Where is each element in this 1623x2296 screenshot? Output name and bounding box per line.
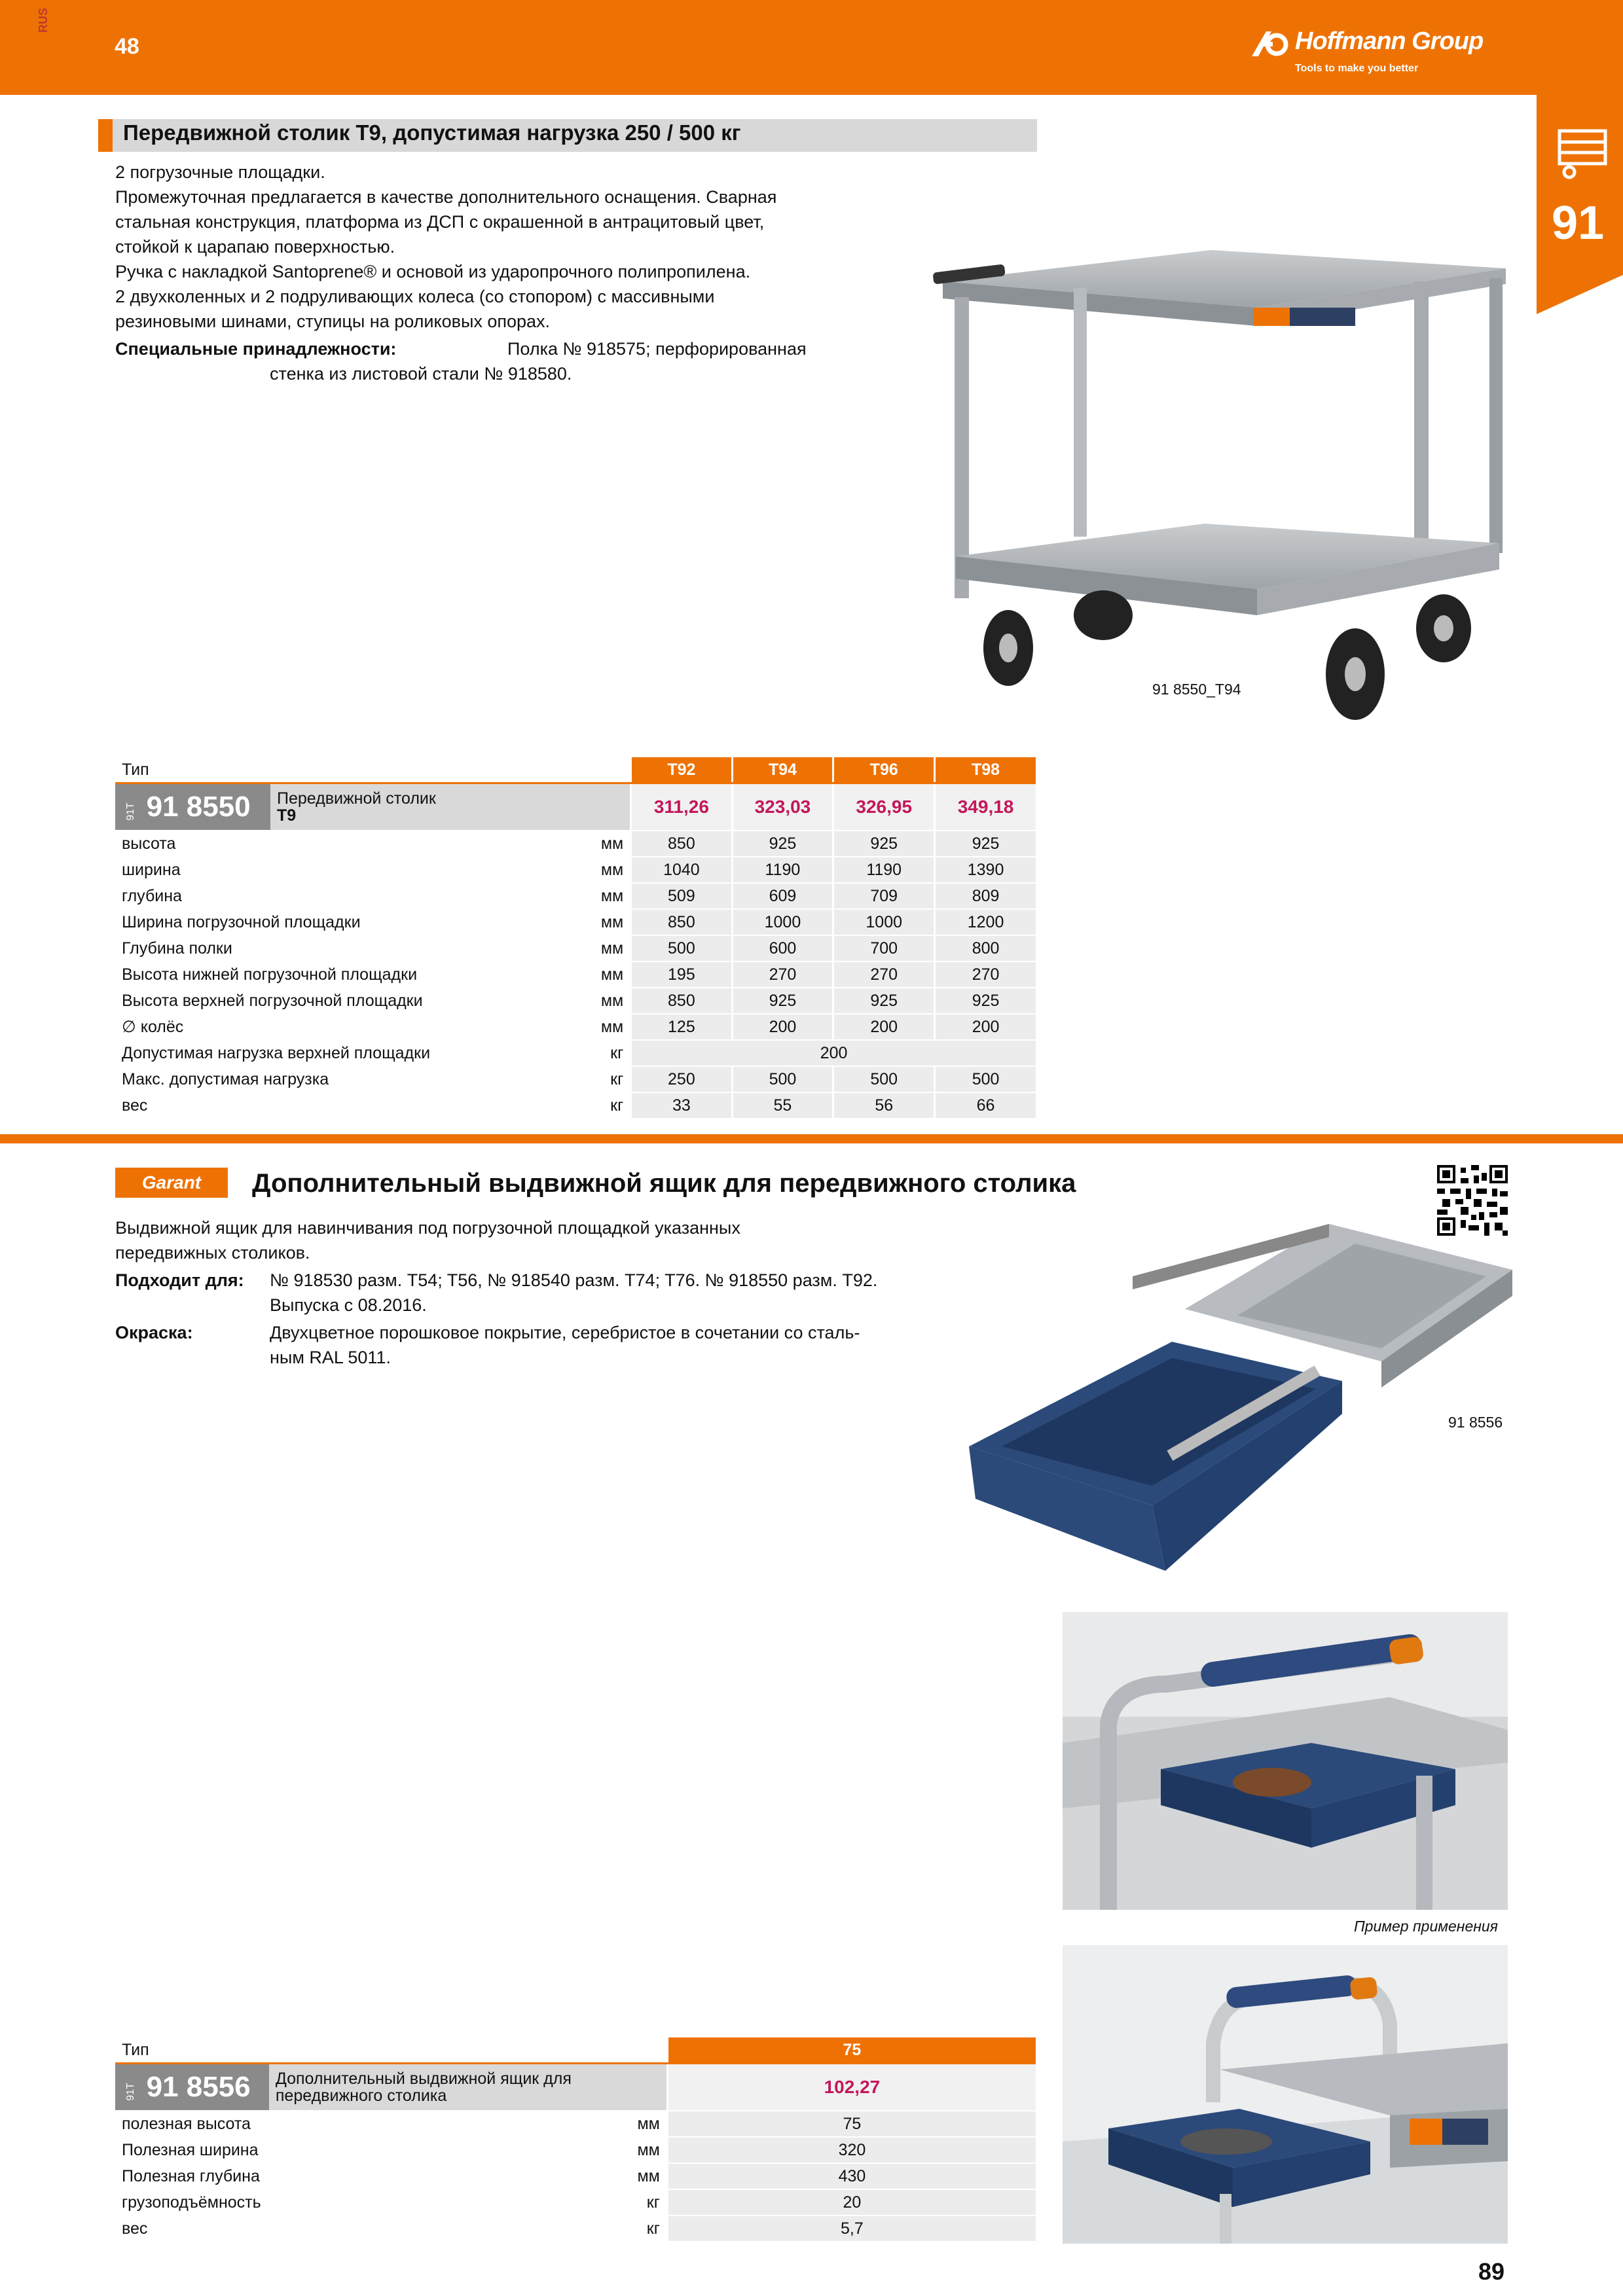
product1-spec-table xyxy=(115,757,1036,1119)
page-number-bottom: 89 xyxy=(1478,2258,1505,2285)
product2-image-caption: 91 8556 xyxy=(1448,1414,1503,1431)
table-row xyxy=(115,831,1036,857)
row-value: 609 xyxy=(732,883,833,909)
brand-name: Hoffmann Group xyxy=(1295,27,1484,55)
product1-accessories-text-2: стенка из листовой стали № 918580. xyxy=(270,364,572,384)
row-unit: мм xyxy=(536,961,631,988)
row-value: 1190 xyxy=(833,857,935,883)
trolley-image xyxy=(930,242,1506,740)
row-label: полезная высота xyxy=(115,2111,553,2137)
row-value: 66 xyxy=(935,1092,1036,1119)
row-value: 5,7 xyxy=(667,2215,1036,2242)
product2-paint-1: Двухцветное порошковое покрытие, серебристое в сочетании со сталь- xyxy=(270,1323,860,1342)
row-unit: кг xyxy=(536,1066,631,1092)
row-unit: мм xyxy=(536,1014,631,1040)
column-header: T98 xyxy=(935,757,1036,783)
product1-rows xyxy=(115,831,1036,1119)
table-row xyxy=(115,988,1036,1014)
row-value: 925 xyxy=(935,831,1036,857)
row-value: 509 xyxy=(631,883,732,909)
row-unit: кг xyxy=(536,1040,631,1066)
product2-title: Дополнительный выдвижной ящик для передвижного столика xyxy=(252,1169,1076,1198)
row-value: 850 xyxy=(631,909,732,935)
row-unit: мм xyxy=(553,2137,667,2163)
row-value: 75 xyxy=(667,2111,1036,2137)
row-unit: кг xyxy=(553,2215,667,2242)
row-unit: мм xyxy=(536,935,631,961)
row-value: 809 xyxy=(935,883,1036,909)
row-value: 270 xyxy=(732,961,833,988)
row-value: 200 xyxy=(833,1014,935,1040)
row-label: глубина xyxy=(115,883,536,909)
table-row xyxy=(115,2163,1036,2189)
row-value: 500 xyxy=(935,1066,1036,1092)
row-value: 200 xyxy=(935,1014,1036,1040)
row-label: Полезная ширина xyxy=(115,2137,553,2163)
row-value: 430 xyxy=(667,2163,1036,2189)
row-value: 925 xyxy=(833,831,935,857)
row-unit: мм xyxy=(536,909,631,935)
example-caption: Пример применения xyxy=(1354,1918,1498,1935)
brand-tagline: Tools to make you better xyxy=(1295,63,1419,74)
row-value: 800 xyxy=(935,935,1036,961)
row-label: Макс. допустимая нагрузка xyxy=(115,1066,536,1092)
product1-desc-3: стальная конструкция, платформа из ДСП с окрашенной в антрацитовый цвет, xyxy=(115,212,765,232)
product2-rows xyxy=(115,2111,1036,2242)
row-label: Высота верхней погрузочной площадки xyxy=(115,988,536,1014)
article-number: 91T 91 8556 xyxy=(115,2064,269,2111)
row-value: 850 xyxy=(631,831,732,857)
row-value: 320 xyxy=(667,2137,1036,2163)
price: 311,26 xyxy=(631,783,732,831)
table-row xyxy=(115,2111,1036,2137)
row-value: 925 xyxy=(935,988,1036,1014)
product1-image-caption: 91 8550_T94 xyxy=(1152,681,1241,698)
product1-desc-5: Ручка с накладкой Santoprene® и основой из ударопрочного полипропилена. xyxy=(115,262,751,281)
row-value: 700 xyxy=(833,935,935,961)
row-unit: мм xyxy=(536,857,631,883)
example-photo-2 xyxy=(1063,1945,1508,2244)
row-value: 250 xyxy=(631,1066,732,1092)
row-label: высота xyxy=(115,831,536,857)
product1-desc-7: резиновыми шинами, ступицы на роликовых опорах. xyxy=(115,312,551,331)
column-header: T96 xyxy=(833,757,935,783)
table-row xyxy=(115,1040,1036,1066)
table-row xyxy=(115,883,1036,909)
row-label: Полезная глубина xyxy=(115,2163,553,2189)
table-row xyxy=(115,1092,1036,1119)
table-row xyxy=(115,2189,1036,2215)
row-value: 500 xyxy=(833,1066,935,1092)
row-value: 20 xyxy=(667,2189,1036,2215)
row-unit: мм xyxy=(553,2163,667,2189)
article-row xyxy=(115,783,1036,831)
row-unit: мм xyxy=(536,831,631,857)
row-label: Допустимая нагрузка верхней площадки xyxy=(115,1040,536,1066)
row-label: ∅ колёс xyxy=(115,1014,536,1040)
row-value: 1190 xyxy=(732,857,833,883)
price: 323,03 xyxy=(732,783,833,831)
row-value: 55 xyxy=(732,1092,833,1119)
row-value: 925 xyxy=(732,988,833,1014)
language-tag: RUS xyxy=(37,7,50,33)
row-label: вес xyxy=(115,2215,553,2242)
row-value: 33 xyxy=(631,1092,732,1119)
table-row xyxy=(115,1014,1036,1040)
row-label: Глубина полки xyxy=(115,935,536,961)
hoffmann-logo xyxy=(1249,27,1511,80)
row-value: 850 xyxy=(631,988,732,1014)
row-value: 200 xyxy=(631,1040,1036,1066)
row-value: 195 xyxy=(631,961,732,988)
price: 349,18 xyxy=(935,783,1036,831)
product2-spec-table xyxy=(115,2037,1036,2242)
row-value: 1390 xyxy=(935,857,1036,883)
product1-title: Передвижной столик Т9, допустимая нагрузка 250 / 500 кг xyxy=(123,120,741,145)
row-unit: кг xyxy=(553,2189,667,2215)
row-value: 600 xyxy=(732,935,833,961)
product1-desc-4: стойкой к царапаю поверхностью. xyxy=(115,237,395,257)
column-header: T92 xyxy=(631,757,732,783)
column-header: 75 xyxy=(667,2037,1036,2064)
table-header-row xyxy=(115,757,1036,783)
garant-badge: Garant xyxy=(115,1168,228,1198)
table-row xyxy=(115,909,1036,935)
row-value: 1200 xyxy=(935,909,1036,935)
table-row xyxy=(115,857,1036,883)
row-value: 1040 xyxy=(631,857,732,883)
price: 102,27 xyxy=(667,2064,1036,2111)
product1-desc-2: Промежуточная предлагается в качестве дополнительного оснащения. Сварная xyxy=(115,187,777,207)
row-value: 925 xyxy=(833,988,935,1014)
row-label: ширина xyxy=(115,857,536,883)
row-value: 125 xyxy=(631,1014,732,1040)
row-value: 500 xyxy=(732,1066,833,1092)
table-row xyxy=(115,935,1036,961)
type-label: Тип xyxy=(115,757,631,783)
row-label: Ширина погрузочной площадки xyxy=(115,909,536,935)
table-row xyxy=(115,2137,1036,2163)
row-value: 925 xyxy=(732,831,833,857)
row-value: 56 xyxy=(833,1092,935,1119)
drawer-image xyxy=(962,1217,1512,1584)
product2-desc-2: передвижных столиков. xyxy=(115,1243,310,1263)
example-photo-1 xyxy=(1063,1612,1508,1910)
row-unit: кг xyxy=(536,1092,631,1119)
product2-paint-label: Окраска: xyxy=(115,1323,193,1342)
table-row xyxy=(115,2215,1036,2242)
type-label: Тип xyxy=(115,2037,667,2064)
table-header-row xyxy=(115,2037,1036,2064)
product1-accessories-text-1: Полка № 918575; перфорированная xyxy=(507,339,807,359)
article-name: Передвижной столик Т9 xyxy=(270,783,631,831)
section-divider xyxy=(0,1134,1623,1143)
section-number: 91 xyxy=(1552,197,1605,249)
article-number: 91T 91 8550 xyxy=(115,783,270,831)
row-label: Высота нижней погрузочной площадки xyxy=(115,961,536,988)
product1-accessories-label: Специальные принадлежности: xyxy=(115,339,397,359)
row-unit: мм xyxy=(536,988,631,1014)
row-value: 500 xyxy=(631,935,732,961)
product2-fits-1: № 918530 разм. T54; T56, № 918540 разм. T74; T76. № 918550 разм. T92. xyxy=(270,1270,878,1290)
row-unit: мм xyxy=(553,2111,667,2137)
row-unit: мм xyxy=(536,883,631,909)
table-row xyxy=(115,1066,1036,1092)
price: 326,95 xyxy=(833,783,935,831)
product2-desc-1: Выдвижной ящик для навинчивания под погрузочной площадкой указанных xyxy=(115,1218,740,1238)
page-number-top: 48 xyxy=(115,34,139,59)
product2-paint-2: ным RAL 5011. xyxy=(270,1348,391,1367)
row-value: 1000 xyxy=(732,909,833,935)
product2-fits-label: Подходит для: xyxy=(115,1270,244,1290)
row-value: 709 xyxy=(833,883,935,909)
row-value: 200 xyxy=(732,1014,833,1040)
product1-desc-1: 2 погрузочные площадки. xyxy=(115,162,325,182)
row-label: вес xyxy=(115,1092,536,1119)
product1-desc-6: 2 двухколенных и 2 подруливающих колеса (со стопором) с массивными xyxy=(115,287,715,306)
product2-fits-2: Выпуска с 08.2016. xyxy=(270,1295,427,1315)
table-row xyxy=(115,961,1036,988)
row-value: 1000 xyxy=(833,909,935,935)
article-row xyxy=(115,2064,1036,2111)
row-value: 270 xyxy=(833,961,935,988)
row-label: грузоподъёмность xyxy=(115,2189,553,2215)
row-value: 270 xyxy=(935,961,1036,988)
article-name: Дополнительный выдвижной ящик для передвижного столика xyxy=(269,2064,667,2111)
column-header: T94 xyxy=(732,757,833,783)
hoffmann-logo-icon xyxy=(1249,27,1291,59)
